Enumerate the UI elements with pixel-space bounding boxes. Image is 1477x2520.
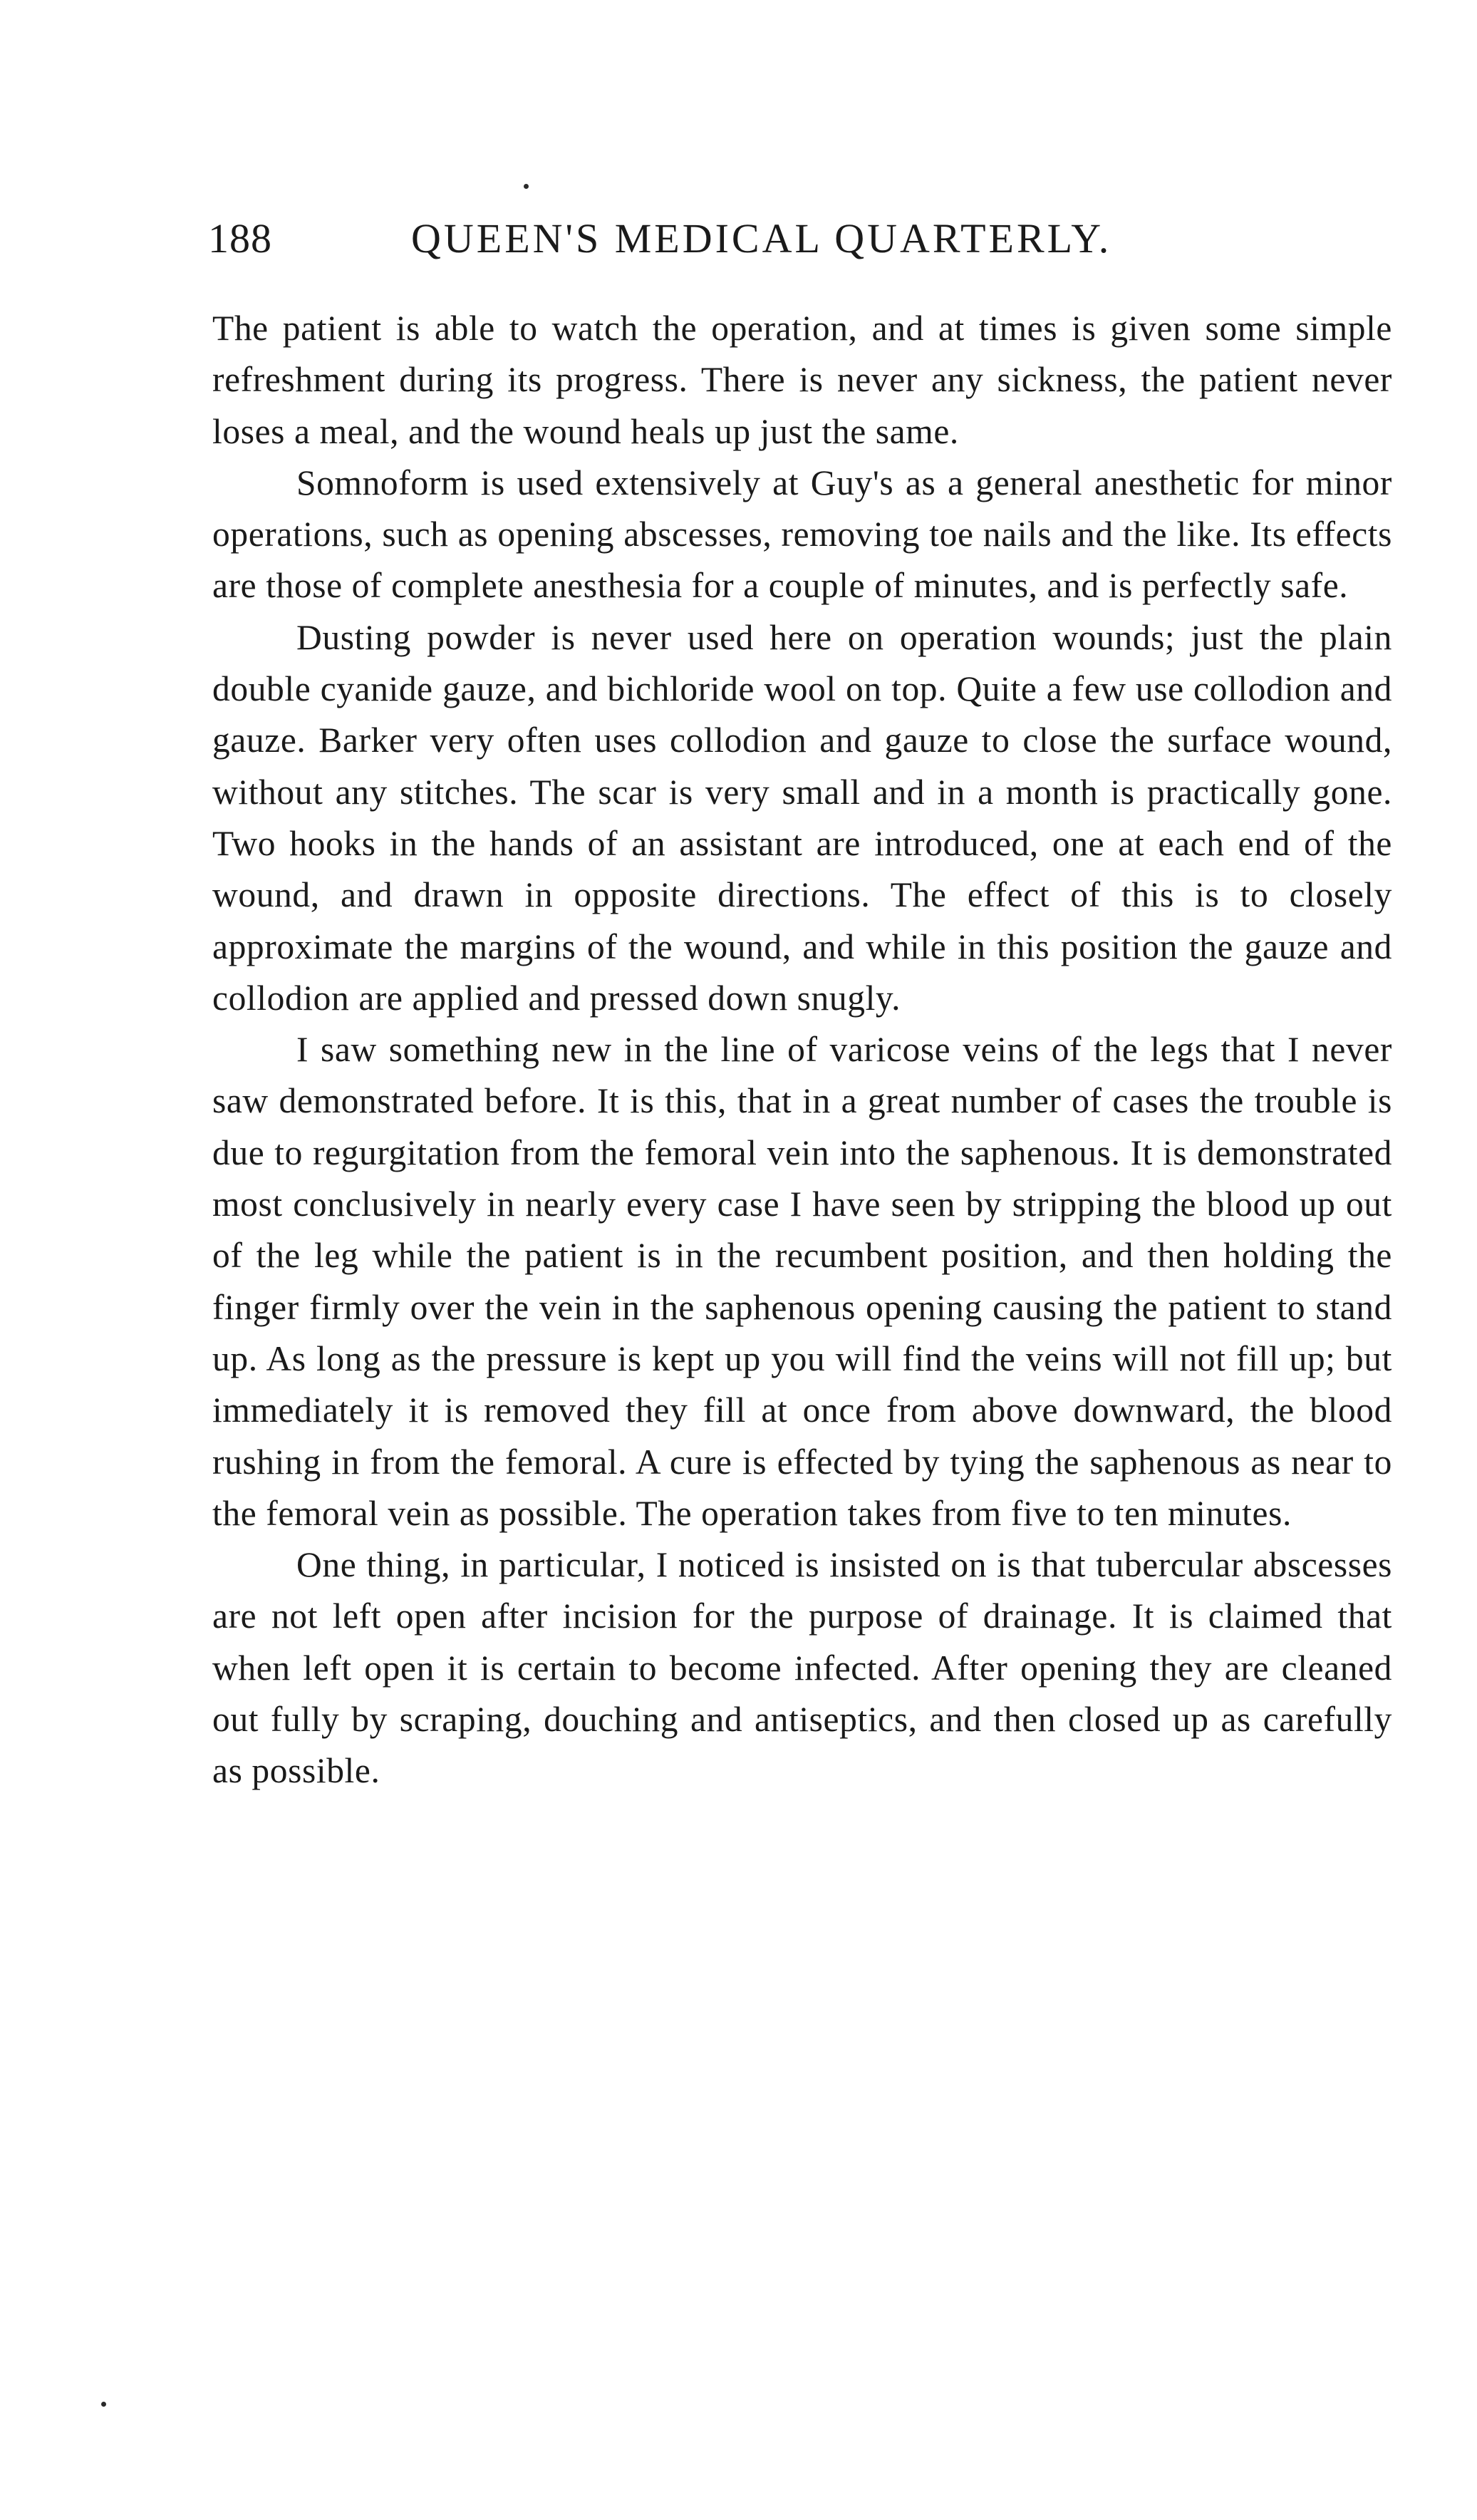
paragraph-varicose-veins: I saw something new in the line of varicose veins of the legs that I never saw demonstrated before. It is this, that in a great number of cases the trouble is due to regurgitation from the femoral vein into the saphenous. It is demonstrated most conclusively in nearly every case I have seen by stripping the blood up out of the leg while the patient is in the recumbent position, and then holding the finger firmly over the vein in the saphenous opening causing the patient to stand up. As long as the pressure is kept up you will find the veins will not fill up; but immediately it is removed they fill at once from above downward, the blood rushing in from the femoral. A cure is effected by tying the saphenous as near to the femoral vein as possible. The operation takes from five to ten minutes. [212, 1030, 1392, 1533]
paragraph-dusting-powder: Dusting powder is never used here on operation wounds; just the plain double cyanide gauze, and bichloride wool on top. Quite a few use collodion and gauze. Barker very often uses collodion and gauze to close the surface wound, without any stitches. The scar is very small and in a month is practically gone. Two hooks in the hands of an assistant are introduced, one at each end of the wound, and drawn in opposite directions. The effect of this is to closely approximate the margins of the wound, and while in this position the gauze and collodion are applied and pressed down snugly. [212, 617, 1392, 1018]
page-header [208, 207, 1263, 271]
ink-speck-bottom [101, 2402, 106, 2407]
running-title: QUEEN'S MEDICAL QUARTERLY. [411, 215, 1112, 262]
body-text [212, 303, 1392, 1797]
paragraph-continued: The patient is able to watch the operation, and at times is given some simple refreshment during its progress. There is never any sickness, the patient never loses a meal, and the wound heals up just the same. [212, 309, 1392, 451]
paragraph-tubercular-abscesses: One thing, in particular, I noticed is insisted on is that tubercular abscesses are not left open after incision for the purpose of drainage. It is claimed that when left open it is certain to become infected. After opening they are cleaned out fully by scraping, douching and antiseptics, and then closed up as carefully as possible. [212, 1545, 1392, 1791]
paragraph-somnoform: Somnoform is used extensively at Guy's as a general anesthetic for minor operations, such as opening abscesses, removing toe nails and the like. Its effects are those of complete anesthesia for a couple of minutes, and is perfectly safe. [212, 463, 1392, 606]
ink-speck-top [524, 184, 529, 189]
page-number: 188 [208, 215, 272, 262]
